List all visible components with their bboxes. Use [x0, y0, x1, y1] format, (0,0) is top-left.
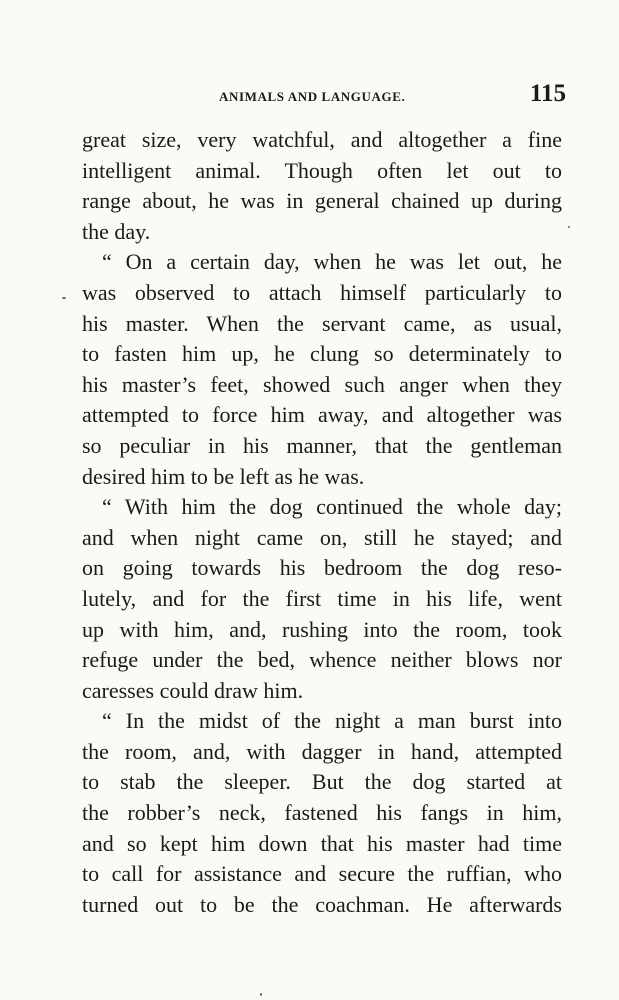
text-line: caresses could draw him. — [82, 677, 304, 703]
text-line: and so kept him down that his master had time — [82, 830, 562, 856]
text-line: the day. — [82, 218, 151, 244]
text-line: to stab the sleeper. But the dog started at — [82, 769, 562, 795]
page-number: 115 — [529, 80, 566, 107]
text-line: “ In the midst of the night a man burst into — [102, 708, 562, 734]
text-line: lutely, and for the first time in his life, went — [82, 585, 562, 611]
print-speck — [568, 226, 570, 228]
text-line: to fasten him up, he clung so determinately to — [82, 341, 562, 367]
text-line: the room, and, with dagger in hand, attempted — [82, 738, 562, 764]
text-line: range about, he was in general chained up during — [82, 188, 562, 214]
running-title: ANIMALS AND LANGUAGE. — [219, 89, 406, 104]
text-line: his master’s feet, showed such anger when they — [82, 371, 562, 397]
text-line: refuge under the bed, whence neither blows nor — [82, 647, 562, 673]
print-speck — [62, 297, 66, 299]
text-line: “ With him the dog continued the whole day; — [102, 494, 562, 520]
text-line: attempted to force him away, and altogether was — [82, 402, 562, 428]
text-line: “ On a certain day, when he was let out, he — [102, 249, 562, 275]
text-line: up with him, and, rushing into the room, took — [82, 616, 562, 642]
print-speck — [260, 993, 262, 996]
text-line: his master. When the servant came, as usual, — [82, 310, 562, 336]
text-line: to call for assistance and secure the ruffian, who — [82, 861, 562, 887]
text-line: was observed to attach himself particularly to — [82, 279, 562, 305]
text-line: and when night came on, still he stayed; and — [82, 524, 562, 550]
text-line: on going towards his bedroom the dog reso- — [82, 555, 562, 581]
text-line: intelligent animal. Though often let out to — [82, 157, 562, 183]
running-head — [82, 80, 568, 110]
body-text — [82, 125, 562, 920]
text-line: turned out to be the coachman. He afterwards — [82, 891, 562, 917]
text-line: great size, very watchful, and altogether a fine — [82, 127, 562, 152]
text-line: the robber’s neck, fastened his fangs in him, — [82, 800, 562, 826]
text-line: so peculiar in his manner, that the gentleman — [82, 432, 562, 458]
text-line: desired him to be left as he was. — [82, 463, 365, 489]
